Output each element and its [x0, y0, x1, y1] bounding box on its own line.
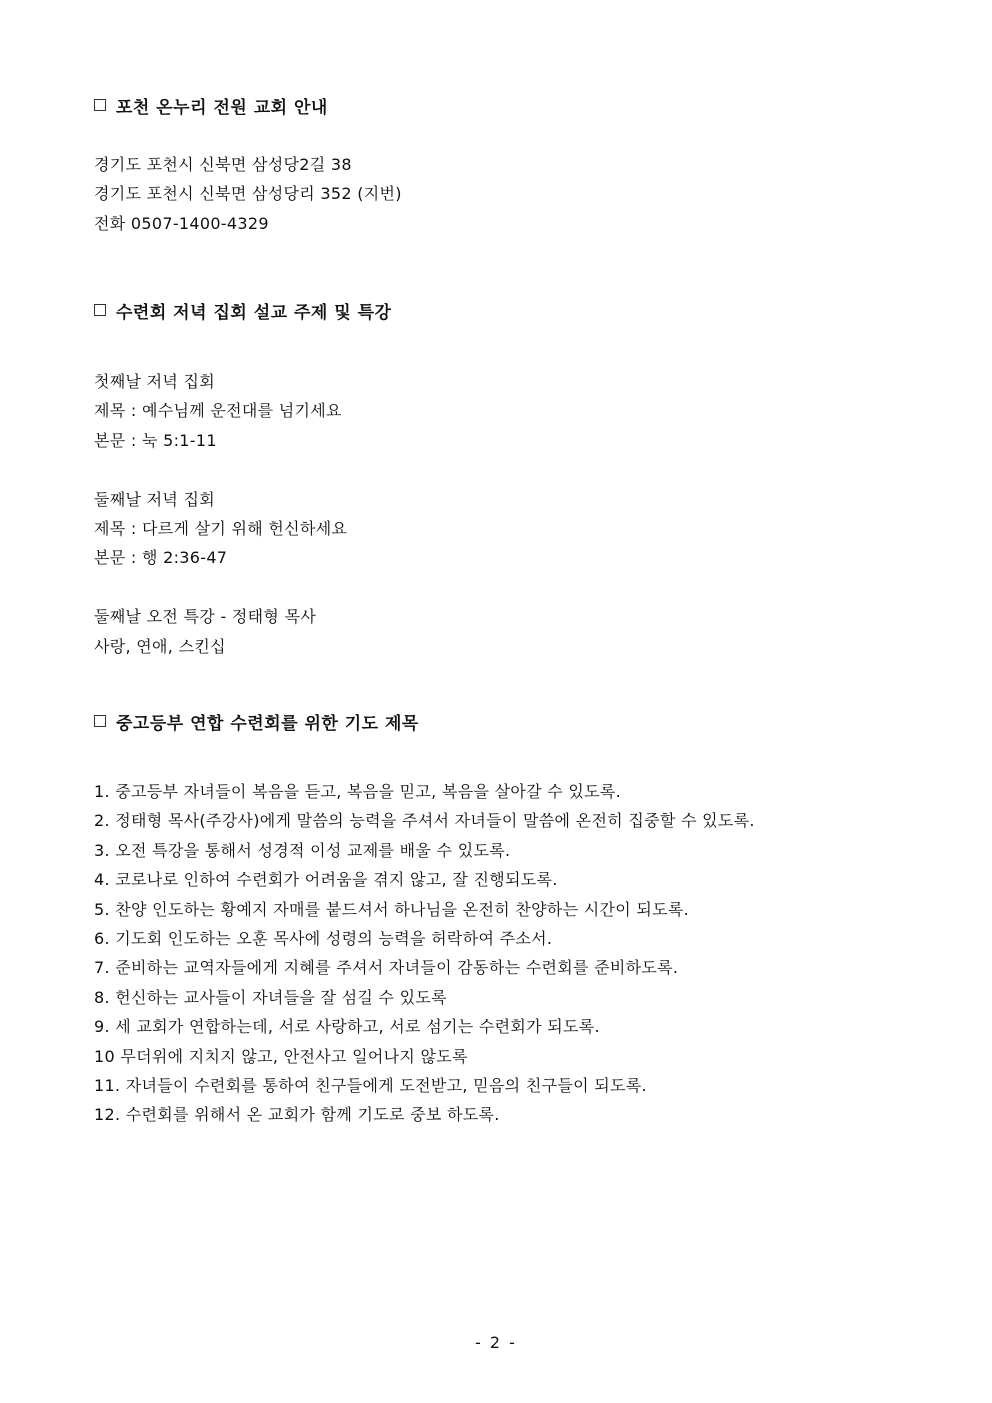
checkbox-icon	[94, 715, 106, 727]
prayer-item: 9. 세 교회가 연합하는데, 서로 사랑하고, 서로 섬기는 수련회가 되도록.	[94, 1017, 600, 1037]
day2-title: 둘째날 저녁 집회	[94, 489, 216, 509]
prayer-item: 5. 찬양 인도하는 황예지 자매를 붙드셔서 하나님을 온전히 찬양하는 시간이 되도록.	[94, 899, 690, 919]
address-line: 경기도 포천시 신북면 삼성당2길 38	[94, 155, 352, 174]
church-info-section	[94, 92, 932, 238]
checkbox-icon	[94, 304, 106, 316]
sermons-heading-text: 수련회 저녁 집회 설교 주제 및 특강	[116, 302, 392, 323]
sermons-heading	[94, 297, 932, 323]
sermons-section	[94, 297, 932, 661]
prayer-item: 8. 헌신하는 교사들이 자녀들을 잘 섬길 수 있도록	[94, 987, 447, 1007]
day1-text: 본문 : 눅 5:1-11	[94, 430, 217, 450]
lecture-title: 둘째날 오전 특강 - 정태형 목사	[94, 607, 317, 627]
day1-subject: 제목 : 예수님께 운전대를 넘기세요	[94, 401, 342, 421]
church-info-heading	[94, 92, 932, 118]
prayer-heading-text: 중고등부 연합 수련회를 위한 기도 제목	[116, 713, 419, 734]
prayer-heading	[94, 708, 932, 734]
church-info-heading-text: 포천 온누리 전원 교회 안내	[116, 97, 328, 118]
prayer-item: 1. 중고등부 자녀들이 복음을 듣고, 복음을 믿고, 복음을 살아갈 수 있도록.	[94, 782, 622, 801]
prayer-item: 7. 준비하는 교역자들에게 지혜를 주셔서 자녀들이 감동하는 수련회를 준비하도록.	[94, 958, 679, 978]
prayer-item: 4. 코로나로 인하여 수련회가 어려움을 겪지 않고, 잘 진행되도록.	[94, 870, 558, 890]
prayer-item: 2. 정태형 목사(주강사)에게 말씀의 능력을 주셔서 자녀들이 말씀에 온전히 집중할 수 있도록.	[94, 811, 755, 831]
lecture-topics: 사랑, 연애, 스킨십	[94, 636, 226, 656]
phone-line: 전화 0507-1400-4329	[94, 213, 269, 233]
page-number: - 2 -	[475, 1333, 517, 1352]
prayer-item: 10 무더위에 지치지 않고, 안전사고 일어나지 않도록	[94, 1046, 468, 1066]
day2-text: 본문 : 행 2:36-47	[94, 548, 228, 568]
prayer-section	[94, 708, 932, 1130]
address-lot-line: 경기도 포천시 신북면 삼성당리 352 (지번)	[94, 184, 402, 204]
prayer-item: 6. 기도회 인도하는 오훈 목사에 성령의 능력을 허락하여 주소서.	[94, 928, 553, 948]
prayer-item: 3. 오전 특강을 통해서 성경적 이성 교제를 배울 수 있도록.	[94, 840, 511, 860]
prayer-item: 11. 자녀들이 수련회를 통하여 친구들에게 도전받고, 믿음의 친구들이 되도록.	[94, 1075, 647, 1095]
day1-title: 첫째날 저녁 집회	[94, 372, 216, 391]
checkbox-icon	[94, 99, 106, 111]
day2-subject: 제목 : 다르게 살기 위해 헌신하세요	[94, 518, 348, 538]
prayer-item: 12. 수련회를 위해서 온 교회가 함께 기도로 중보 하도록.	[94, 1105, 500, 1125]
